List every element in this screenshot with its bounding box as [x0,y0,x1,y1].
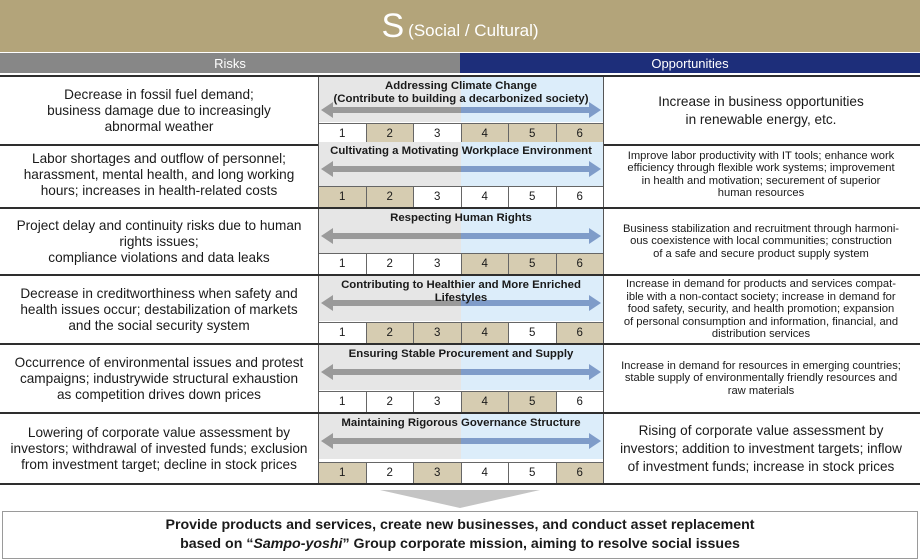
opportunity-line: raw materials [727,384,795,397]
scale-cell: 4 [462,323,510,343]
risk-text [4,345,314,412]
rating-scale [319,123,603,144]
scale-cell: 2 [367,124,415,144]
scale-cell: 5 [509,254,557,274]
materiality-panel [318,142,604,207]
risk-line: business damage due to increasingly [47,102,271,118]
issue-row [0,75,920,146]
down-arrow-icon [380,490,540,508]
scale-cell: 6 [557,463,604,483]
risk-line: Occurrence of environmental issues and protest [14,354,304,370]
scale-cell: 3 [414,254,462,274]
scale-cell: 1 [319,254,367,274]
scale-cell: 4 [462,254,510,274]
action-line-2-emphasis: Sampo-yoshi [253,536,343,552]
scale-cell: 5 [509,124,557,144]
risk-text [4,276,314,343]
opportunities-column-header: Opportunities [460,53,920,73]
opportunity-line: in renewable energy, etc. [685,111,837,127]
opportunity-arrow [461,364,601,380]
materiality-panel [318,414,604,483]
scale-cell: 1 [319,392,367,412]
materiality-title [319,212,603,225]
risk-arrow [321,364,461,380]
risk-line: hours; increases in health-related costs [40,182,278,198]
issue-row [0,209,920,276]
materiality-panel [318,209,604,274]
scale-cell: 3 [414,187,462,207]
opportunity-line: stable supply of environmentally friendly resources and [624,372,898,385]
scale-cell: 3 [414,124,462,144]
scale-cell: 3 [414,463,462,483]
rating-scale [319,322,603,343]
opportunity-arrow [461,228,601,244]
action-statement [2,511,918,559]
risk-arrow [321,433,461,449]
scale-cell: 5 [509,463,557,483]
opportunity-line: Increase in demand for products and services compat- [626,278,896,291]
scale-cell: 6 [557,392,604,412]
materiality-title-line: Contributing to Healthier and More Enriched Lifestyles [341,279,581,304]
materiality-title [319,279,603,305]
risk-text [4,77,314,144]
opportunity-line: Increase in business opportunities [658,93,864,109]
issue-row [0,345,920,414]
opportunity-text [606,345,916,412]
rating-scale [319,462,603,483]
scale-cell: 2 [367,254,415,274]
action-line-1: Provide products and services, create new businesses, and conduct asset replacement [165,517,755,533]
risk-line: Lowering of corporate value assessment by [27,424,291,440]
materiality-title-line: Ensuring Stable Procurement and Supply [348,348,574,360]
double-arrow-icon [319,227,603,249]
scale-cell: 3 [414,323,462,343]
opportunity-line: Rising of corporate value assessment by [638,422,884,438]
double-arrow-icon [319,160,603,182]
scale-cell: 6 [557,254,604,274]
category-banner [0,0,920,52]
opportunity-line: efficiency through flexible work systems; improvement [627,162,895,174]
scale-cell: 2 [367,463,415,483]
rating-scale [319,186,603,207]
opportunity-line: of a safe and secure product supply system [653,247,869,260]
opportunity-line: Improve labor productivity with IT tools; enhance work [627,149,895,162]
risk-line: and the social security system [68,317,250,333]
opportunity-text [606,276,916,343]
scale-cell: 4 [462,463,510,483]
scale-cell: 6 [557,187,604,207]
risk-line: Project delay and continuity risks due to human [16,217,302,233]
scale-cell: 6 [557,124,604,144]
category-subtitle: (Social / Cultural) [408,21,539,40]
rating-scale [319,391,603,412]
opportunity-line: Business stabilization and recruitment through harmoni- [622,222,900,235]
materiality-title-line: Cultivating a Motivating Workplace Environment [330,145,592,157]
risk-text [4,414,314,483]
materiality-panel [318,345,604,412]
risk-line: rights issues; [119,233,199,249]
risk-text [4,142,314,207]
issue-row [0,142,920,209]
risk-line: from investment target; decline in stock prices [21,456,297,472]
scale-cell: 3 [414,392,462,412]
scale-cell: 2 [367,187,415,207]
opportunity-line: ible with a non-contact society; increase in demand for [626,290,896,303]
risk-line: as competition drives down prices [56,386,261,402]
scale-cell: 6 [557,323,604,343]
issue-row [0,414,920,485]
opportunity-line: Increase in demand for resources in emerging countries; [621,359,901,372]
materiality-panel [318,276,604,343]
risk-line: abnormal weather [104,118,214,134]
scale-cell: 4 [462,187,510,207]
scale-cell: 1 [319,463,367,483]
scale-cell: 2 [367,323,415,343]
opportunity-line: human resources [717,187,805,199]
opportunity-line: ous coexistence with local communities; construction [630,235,892,248]
opportunity-line: of investment funds; increase in stock prices [627,458,895,474]
double-arrow-icon [319,363,603,385]
scale-cell: 5 [509,187,557,207]
scale-cell: 1 [319,323,367,343]
risk-line: harassment, mental health, and long working [23,166,295,182]
opportunity-arrow [461,433,601,449]
scale-cell: 4 [462,392,510,412]
issue-row [0,276,920,345]
scale-cell: 2 [367,392,415,412]
materiality-subtitle-line: (Contribute to building a decarbonized society) [333,93,589,105]
materiality-panel [318,77,604,144]
action-line-2-pre: based on “ [180,536,254,552]
risk-line: Labor shortages and outflow of personnel; [32,150,286,166]
scale-cell: 4 [462,124,510,144]
scale-cell: 5 [509,323,557,343]
risk-arrow [321,161,461,177]
opportunity-arrow [461,161,601,177]
risk-line: health issues occur; destabilization of markets [20,301,298,317]
risk-line: Decrease in fossil fuel demand; [64,86,254,102]
opportunity-line: food safety, security, and health promotion; expansion [627,303,895,316]
scale-cell: 1 [319,124,367,144]
risk-text [4,209,314,274]
materiality-title-line: Respecting Human Rights [390,212,532,224]
scale-cell: 5 [509,392,557,412]
materiality-title-line: Maintaining Rigorous Governance Structure [341,417,581,429]
opportunity-line: in health and motivation; securement of superior [641,174,881,187]
risk-line: campaigns; industrywide structural exhaustion [19,370,299,386]
materiality-title [319,80,603,106]
materiality-title [319,348,603,361]
opportunity-text [606,142,916,207]
risk-line: Decrease in creditworthiness when safety and [20,285,298,301]
risk-line: investors; withdrawal of invested funds; exclusion [10,440,308,456]
rating-scale [319,253,603,274]
category-letter: S [381,7,405,45]
opportunity-text [606,209,916,274]
scale-cell: 1 [319,187,367,207]
opportunity-text [606,77,916,144]
risk-arrow [321,228,461,244]
opportunity-line: of personal consumption and information, financial, and [623,315,899,328]
risk-line: compliance violations and data leaks [48,249,270,265]
action-line-2-post: ” Group corporate mission, aiming to resolve social issues [342,536,740,552]
opportunity-line: distribution services [711,328,811,341]
opportunity-line: investors; addition to investment targets; inflow [620,440,902,456]
materiality-title [319,145,603,158]
action-line-2 [180,535,740,554]
opportunity-text [606,414,916,483]
risks-column-header: Risks [0,53,460,73]
materiality-title-line: Addressing Climate Change [385,80,537,92]
materiality-title [319,417,603,430]
double-arrow-icon [319,432,603,454]
